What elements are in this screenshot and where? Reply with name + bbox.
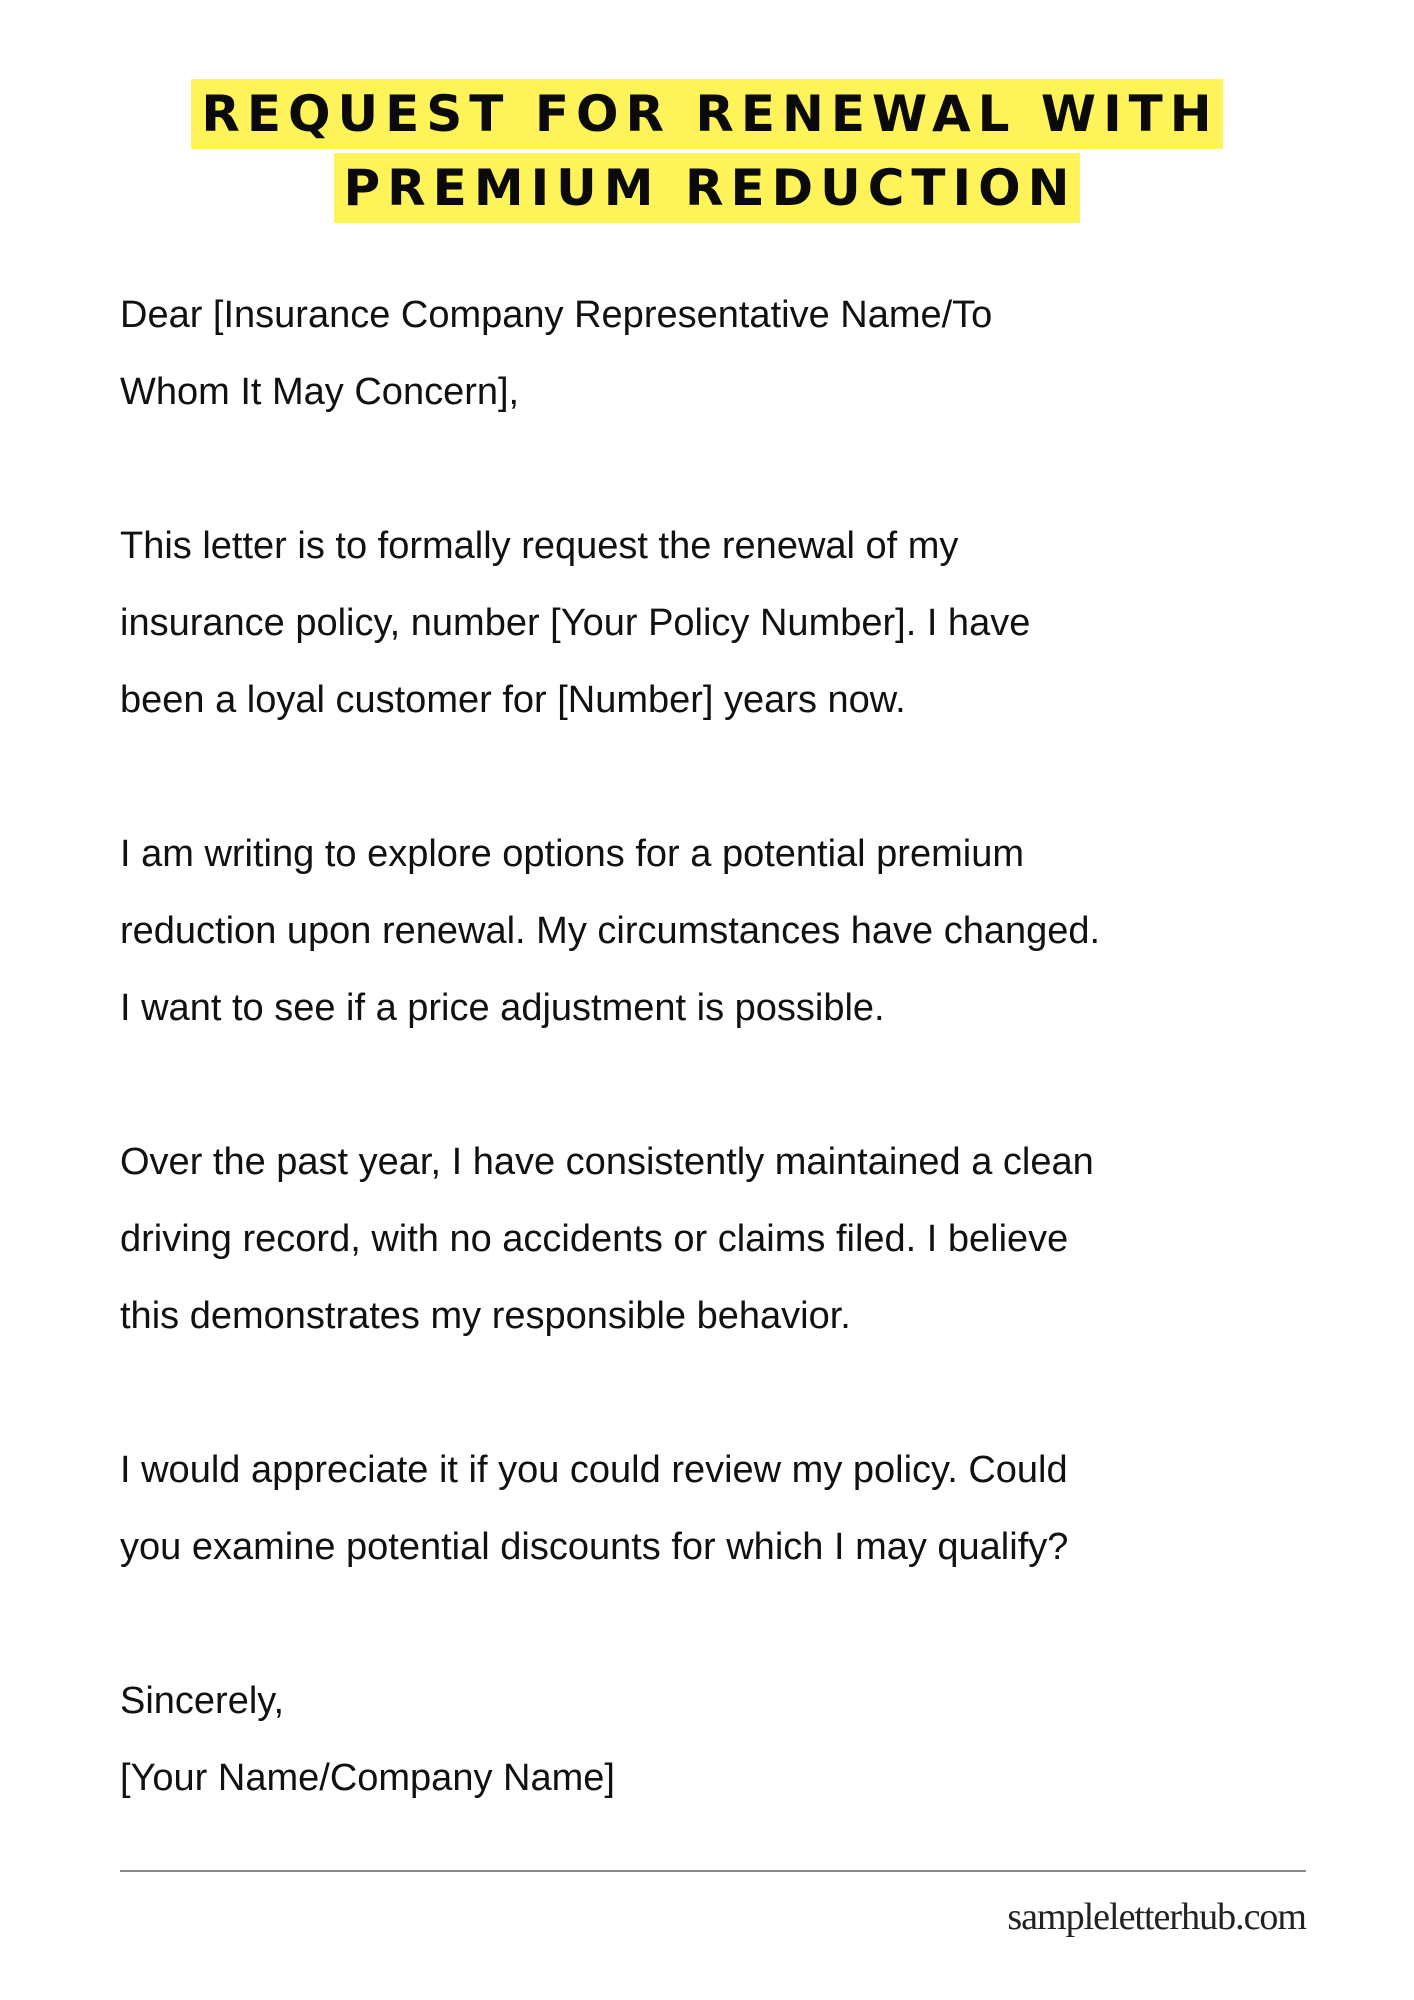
paragraph-2-line: reduction upon renewal. My circumstances have changed.: [120, 910, 1101, 952]
salutation-line: Dear [Insurance Company Representative Name/To: [120, 294, 993, 336]
title-text-2: PREMIUM REDUCTION: [334, 153, 1081, 223]
paragraph-3-line: driving record, with no accidents or claims filed. I believe: [120, 1218, 1069, 1260]
signature: [Your Name/Company Name]: [120, 1757, 615, 1799]
paragraph-1-line: This letter is to formally request the renewal of my: [120, 525, 959, 567]
paragraph-2-line: I want to see if a price adjustment is possible.: [120, 987, 885, 1029]
closing: Sincerely,: [120, 1680, 285, 1722]
paragraph-1-line: been a loyal customer for [Number] years now.: [120, 679, 906, 721]
title-line-1: [0, 78, 1414, 150]
paragraph-3-line: Over the past year, I have consistently maintained a clean: [120, 1141, 1094, 1183]
title-line-2: [0, 152, 1414, 224]
paragraph-2-line: I am writing to explore options for a potential premium: [120, 833, 1024, 875]
paragraph-1-line: insurance policy, number [Your Policy Number]. I have: [120, 602, 1031, 644]
paragraph-4-line: I would appreciate it if you could review my policy. Could: [120, 1449, 1068, 1491]
salutation-line: Whom It May Concern],: [120, 371, 520, 413]
paragraph-4-line: you examine potential discounts for which I may qualify?: [120, 1526, 1069, 1568]
title-text-1: REQUEST FOR RENEWAL WITH: [191, 79, 1222, 149]
footer-divider: [120, 1870, 1306, 1872]
footer-site: sampleletterhub.com: [1007, 1896, 1306, 1938]
letter-body: [120, 277, 1390, 1817]
paragraph-3-line: this demonstrates my responsible behavior.: [120, 1295, 851, 1337]
